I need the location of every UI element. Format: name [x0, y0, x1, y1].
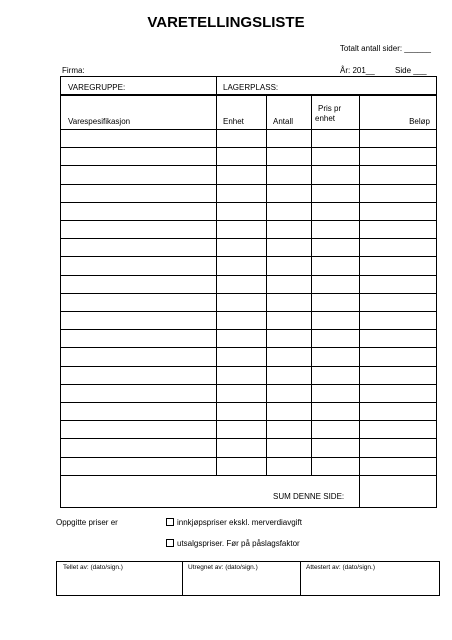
- grid-line: [61, 202, 436, 203]
- option-purchase-label: innkjøpspriser ekskl. merverdiavgift: [177, 518, 302, 527]
- grid-line: [61, 457, 436, 458]
- signature-tellet-label: Tellet av: (dato/sign.): [63, 564, 123, 571]
- prices-label: Oppgitte priser er: [56, 518, 118, 527]
- page-label: Side ___: [395, 66, 427, 75]
- signature-utregnet-label: Utregnet av: (dato/sign.): [188, 564, 258, 571]
- grid-line: [61, 329, 436, 330]
- checkbox-icon[interactable]: [166, 518, 174, 526]
- grid-line: [61, 438, 436, 439]
- col-pris-line2: enhet: [315, 114, 336, 123]
- grid-line: [61, 256, 436, 257]
- signature-tellet[interactable]: [57, 562, 183, 595]
- col-enhet: Enhet: [223, 117, 244, 126]
- grid-line: [61, 366, 436, 367]
- grid-line: [61, 184, 436, 185]
- col-varespesifikasjon: Varespesifikasjon: [68, 117, 131, 126]
- inventory-table: [60, 76, 437, 508]
- signature-attestert-label: Attestert av: (dato/sign.): [306, 564, 376, 571]
- grid-line: [61, 293, 436, 294]
- checkbox-icon[interactable]: [166, 539, 174, 547]
- signature-utregnet[interactable]: [182, 562, 301, 595]
- year-label: År: 201__: [340, 66, 375, 75]
- col-belop: Beløp: [409, 117, 430, 126]
- grid-line: [61, 475, 436, 476]
- grid-line: [61, 147, 436, 148]
- varegruppe-label: VAREGRUPPE:: [68, 83, 126, 92]
- grid-line: [61, 311, 436, 312]
- option-sales-label: utsalgspriser. Før på påslagsfaktor: [177, 539, 300, 548]
- option-sales-prices[interactable]: [166, 539, 300, 548]
- grid-line: [61, 165, 436, 166]
- option-purchase-prices[interactable]: [166, 518, 302, 527]
- signature-box: [56, 561, 440, 596]
- grid-line: [61, 402, 436, 403]
- header-divider: [61, 94, 436, 96]
- total-pages: Totalt antall sider: ______: [339, 44, 431, 53]
- grid-line: [61, 420, 436, 421]
- grid-line: [359, 94, 360, 507]
- grid-line: [61, 238, 436, 239]
- grid-line: [61, 384, 436, 385]
- page-title: VARETELLINGSLISTE: [147, 14, 305, 31]
- grid-line: [61, 347, 436, 348]
- sum-label: SUM DENNE SIDE:: [273, 492, 345, 501]
- firma-label: Firma:: [62, 66, 85, 75]
- grid-line: [61, 275, 436, 276]
- grid-line: [61, 129, 436, 130]
- col-antall: Antall: [273, 117, 294, 126]
- lagerplass-label: LAGERPLASS:: [223, 83, 279, 92]
- grid-line: [61, 220, 436, 221]
- signature-attestert[interactable]: [300, 562, 439, 595]
- grid-line: [311, 94, 312, 475]
- grid-line: [216, 77, 217, 475]
- col-pris-line1: Pris pr: [318, 104, 342, 113]
- grid-line: [266, 94, 267, 475]
